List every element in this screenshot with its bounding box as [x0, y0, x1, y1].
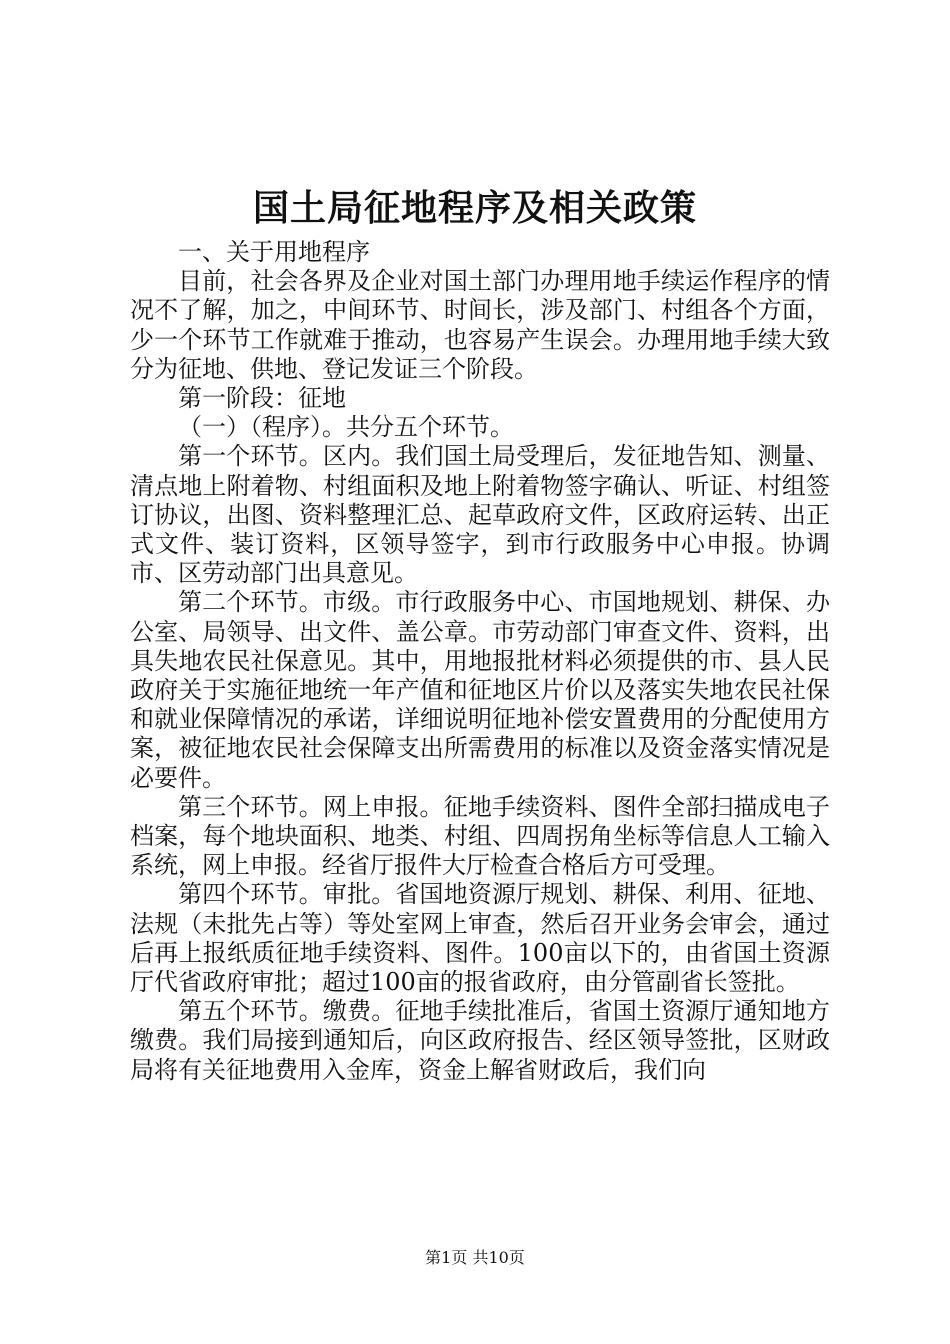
document-body [130, 238, 830, 1085]
document-title: 国土局征地程序及相关政策 [252, 187, 697, 229]
page-number: 第1页 共10页 [425, 1248, 525, 1267]
stage-heading: 第一阶段：征地 [178, 384, 346, 413]
paragraph: （一）（程序）。共分五个环节。 [178, 413, 514, 442]
section-heading: 一、关于用地程序 [178, 238, 370, 266]
paragraph: 第三个环节。网上申报。征地手续资料、图件全部扫描成电子档案，每个地块面积、地类、村组、四周拐角坐标等信息人工输入系统，网上申报。经省厅报件大厅检查合格后方可受理。 [130, 792, 830, 880]
paragraph: 第五个环节。缴费。征地手续批准后，省国土资源厅通知地方缴费。我们局接到通知后，向区政府报告、经区领导签批，区财政局将有关征地费用入金库，资金上解省财政后，我们向 [130, 997, 830, 1084]
paragraph: 目前，社会各界及企业对国土部门办理用地手续运作程序的情况不了解，加之，中间环节、时间长，涉及部门、村组各个方面，少一个环节工作就难于推动，也容易产生误会。办理用地手续大致分为征地、供地、登记发证三个阶段。 [130, 267, 830, 383]
paragraph: 第四个环节。审批。省国地资源厅规划、耕保、利用、征地、法规（未批先占等）等处室网上审查，然后召开业务会审会，通过后再上报纸质征地手续资料、图件。100亩以下的，由省国土资源厅代省政府审批；超过100亩的报省政府，由分管副省长签批。 [130, 880, 830, 997]
paragraph: 第一个环节。区内。我们国土局受理后，发征地告知、测量、清点地上附着物、村组面积及地上附着物签字确认、听证、村组签订协议，出图、资料整理汇总、起草政府文件，区政府运转、出正式文件、装订资料，区领导签字，到市行政服务中心申报。协调市、区劳动部门出具意见。 [130, 442, 830, 588]
paragraph: 第二个环节。市级。市行政服务中心、市国地规划、耕保、办公室、局领导、出文件、盖公章。市劳动部门审查文件、资料，出具失地农民社保意见。其中，用地报批材料必须提供的市、县人民政府关于实施征地统一年产值和征地区片价以及落实失地农民社保和就业保障情况的承诺，详细说明征地补偿安置费用的分配使用方案，被征地农民社会保障支出所需费用的标准以及资金落实情况是必要件。 [130, 588, 830, 792]
